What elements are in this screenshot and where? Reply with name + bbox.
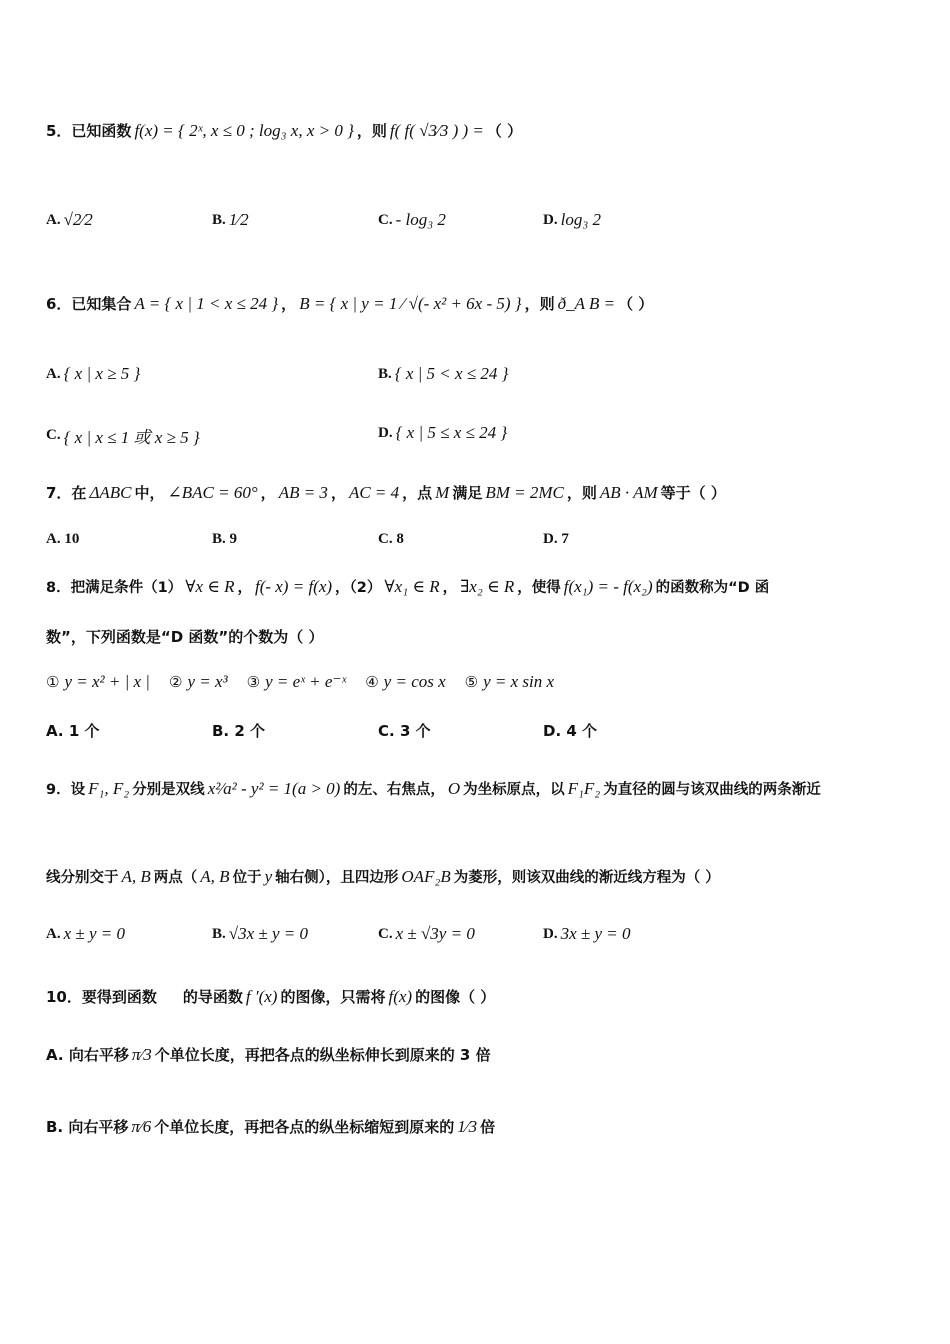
q6-text-mid: ，则 xyxy=(524,295,555,313)
q9-l2-text-5: 为菱形，则该双曲线的渐近线方程为（ ） xyxy=(453,870,720,886)
q6-complement-expression: ð_A B = xyxy=(557,293,616,313)
q9-option-c: C. x ± √3y = 0 xyxy=(378,924,475,943)
q10-option-a: A. 向右平移 π⁄3 个单位长度，再把各点的纵坐标伸长到原来的 3 倍 xyxy=(46,1044,491,1064)
q5-option-b: B. 1⁄2 xyxy=(212,210,249,229)
q9-hyperbola-equation: x²⁄a² - y² = 1(a > 0) xyxy=(207,778,341,798)
q10-function: f(x) xyxy=(388,986,413,1006)
q6-option-c: C. { x | x ≤ 1 或 x ≥ 5 } xyxy=(46,427,200,447)
q8-condition-1: ∀x ∈ R xyxy=(185,576,235,596)
q7-option-d: D. 7 xyxy=(543,531,569,547)
q5-text-mid: ，则 xyxy=(356,122,387,140)
q8-text-2: ， xyxy=(237,580,252,596)
q10-option-b: B. 向右平移 π⁄6 个单位长度，再把各点的纵坐标缩短到原来的 1⁄3 倍 xyxy=(46,1116,496,1136)
q5-option-d: D. log₃ 2 xyxy=(543,210,601,229)
q6-set-b: B = { x | y = 1 ⁄ √(- x² + 6x - 5) } xyxy=(299,293,522,313)
q9-text-4: 为坐标原点，以 xyxy=(463,782,565,798)
q10-option-a-shift: π⁄3 xyxy=(131,1044,152,1064)
question-10-stem xyxy=(46,986,910,1007)
q8-function-2: ② y = x³ xyxy=(168,672,228,691)
q5-option-c: C. - log₃ 2 xyxy=(378,210,446,229)
q7-triangle: ΔABC xyxy=(89,482,132,502)
q5-function-definition: f(x) = { 2ˣ, x ≤ 0 ; log₃ x, x > 0 } xyxy=(134,120,354,140)
q9-text-1: 9．设 xyxy=(46,782,86,798)
q7-option-a: A. 10 xyxy=(46,531,80,547)
q6-comma: ， xyxy=(281,295,297,313)
q7-answer-blank: 等于（ ） xyxy=(660,484,726,502)
q9-text-5: 为直径的圆与该双曲线的两条渐近 xyxy=(603,782,821,798)
q8-line-2: 数”，下列函数是“D 函数”的个数为（ ） xyxy=(46,628,324,646)
q8-function-1: ① y = x² + | x | xyxy=(46,672,150,691)
q10-text-3: 的图像，只需将 xyxy=(280,988,386,1006)
q9-l2-text-4: 轴右侧），且四边形 xyxy=(275,870,399,886)
q8-forall-x1: ∀x₁ ∈ R xyxy=(384,576,440,596)
question-8-stem-line2 xyxy=(46,626,910,647)
q9-l2-text-3: 位于 xyxy=(232,870,262,886)
q8-text-6: 的函数称为“D 函 xyxy=(655,580,770,596)
q10-text-2: 的导函数 xyxy=(182,988,243,1006)
q6-option-d: D. { x | 5 ≤ x ≤ 24 } xyxy=(378,423,508,442)
q9-y-axis: y xyxy=(264,866,273,886)
q9-text-2: 分别是双线 xyxy=(132,782,205,798)
q7-point-m: M xyxy=(435,482,450,502)
q8-function-4: ④ y = cos x xyxy=(365,672,446,691)
q9-points-2: A, B xyxy=(200,866,230,886)
q6-option-b: B. { x | 5 < x ≤ 24 } xyxy=(378,364,509,383)
q6-answer-blank: （ ） xyxy=(618,295,654,313)
q8-exists-x2: ∃x₂ ∈ R xyxy=(460,576,515,596)
q7-ac-length: AC = 4 xyxy=(348,482,400,502)
q9-option-d: D. 3x ± y = 0 xyxy=(543,924,631,943)
question-9-stem xyxy=(46,778,910,799)
q7-text-4: ， xyxy=(330,484,346,502)
q9-points: A, B xyxy=(121,866,151,886)
q7-option-c: C. 8 xyxy=(378,531,404,547)
q7-text-2: 中， xyxy=(134,484,165,502)
q5-answer-blank: （ ） xyxy=(486,122,523,140)
q8-option-b: B. 2 个 xyxy=(212,721,266,740)
q9-option-a: A. x ± y = 0 xyxy=(46,924,125,943)
q7-ab-length: AB = 3 xyxy=(278,482,328,502)
q10-option-b-shift: π⁄6 xyxy=(131,1116,152,1136)
q9-option-b: B. √3x ± y = 0 xyxy=(212,924,308,943)
q8-text-3: ，（2） xyxy=(335,580,382,596)
q6-option-a: A. { x | x ≥ 5 } xyxy=(46,364,141,383)
q8-function-5: ⑤ y = x sin x xyxy=(464,672,555,691)
q8-text-4: ， xyxy=(442,580,458,596)
question-5-stem xyxy=(46,120,910,141)
q7-vector-condition: BM = 2MC xyxy=(485,482,564,502)
q6-set-a: A = { x | 1 < x ≤ 24 } xyxy=(134,293,279,313)
question-7-stem xyxy=(46,482,910,503)
q9-diameter: F₁F₂ xyxy=(567,778,601,798)
q7-dot-product: AB · AM xyxy=(599,482,658,502)
q8-text-5: ，使得 xyxy=(517,580,561,596)
q10-text-1: 10．要得到函数 xyxy=(46,988,157,1006)
q8-option-d: D. 4 个 xyxy=(543,721,598,740)
q6-text-pre: 6．已知集合 xyxy=(46,295,132,313)
q9-foci: F₁, F₂ xyxy=(88,778,130,798)
q5-expression: f( f( √3⁄3 ) ) = xyxy=(389,120,484,140)
q10-answer-blank: 的图像（ ） xyxy=(415,988,496,1006)
q9-l2-text-1: 线分别交于 xyxy=(46,870,119,886)
q7-option-b: B. 9 xyxy=(212,531,238,547)
q5-option-a: A. √2⁄2 xyxy=(46,210,93,229)
q7-text-5: ，点 xyxy=(402,484,433,502)
q7-text-3: ， xyxy=(260,484,276,502)
q8-option-c: C. 3 个 xyxy=(378,721,431,740)
q8-option-a: A. 1 个 xyxy=(46,721,100,740)
question-6-stem xyxy=(46,293,910,314)
q7-text-1: 7．在 xyxy=(46,484,87,502)
q9-quadrilateral: OAF₂B xyxy=(401,866,451,886)
q7-text-7: ，则 xyxy=(566,484,597,502)
q8-text-1: 8．把满足条件（1） xyxy=(46,580,183,596)
question-9-stem-line2 xyxy=(46,866,910,887)
q7-angle: ∠BAC = 60° xyxy=(167,482,258,502)
q8-function-list xyxy=(46,672,573,692)
q9-text-3: 的左、右焦点， xyxy=(343,782,445,798)
q10-option-b-factor: 1⁄3 xyxy=(457,1116,478,1136)
question-8-stem xyxy=(46,576,910,597)
q9-l2-text-2: 两点（ xyxy=(153,870,198,886)
q8-function-3: ③ y = eˣ + e⁻ˣ xyxy=(246,672,347,691)
q9-origin: O xyxy=(447,778,461,798)
q8-even-condition: f(- x) = f(x) xyxy=(254,576,333,596)
q7-text-6: 满足 xyxy=(452,484,483,502)
q10-derivative: f ′(x) xyxy=(245,986,278,1006)
q8-equation: f(x₁) = - f(x₂) xyxy=(563,576,653,596)
q5-text-pre: 5．已知函数 xyxy=(46,122,132,140)
